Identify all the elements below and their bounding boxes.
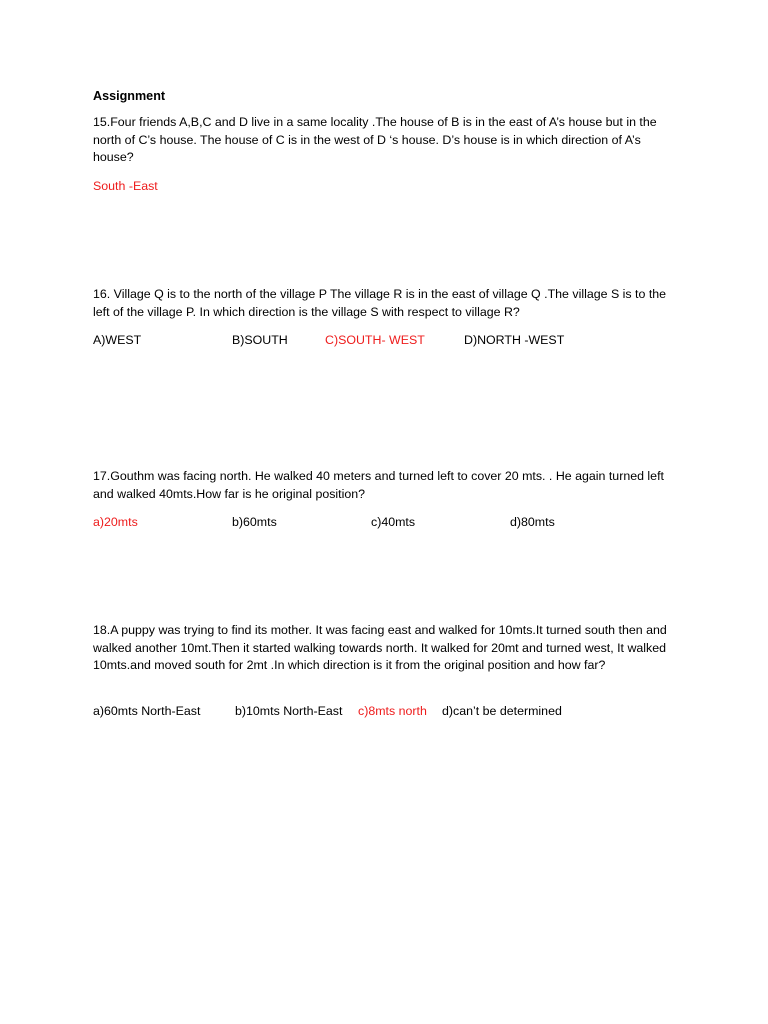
question-17-option-d: d)80mts: [510, 515, 555, 529]
question-15-text: 15.Four friends A,B,C and D live in a same locality .The house of B is in the east of A’s house but in the north of C’s house. The house of C is in the west of D ‘s house. D’s house is in which direction of A’s house?: [93, 115, 657, 165]
question-17-option-c: c)40mts: [371, 515, 416, 529]
question-18-option-d: d)can’t be determined: [442, 704, 562, 718]
assignment-title: Assignment: [93, 89, 166, 103]
question-18-option-c: c)8mts north: [358, 704, 427, 718]
question-16-option-b: B)SOUTH: [232, 333, 288, 347]
question-18-option-b: b)10mts North-East: [235, 704, 343, 718]
question-15-answer: South -East: [93, 179, 158, 193]
question-16-option-a: A)WEST: [93, 333, 142, 347]
question-17-option-a: a)20mts: [93, 515, 138, 529]
question-17-option-b: b)60mts: [232, 515, 277, 529]
question-16-text: 16. Village Q is to the north of the village P The village R is in the east of village Q .The village S is to the left of the village P. In which direction is the village S with respect to village R?: [93, 287, 667, 319]
question-16-option-c: C)SOUTH- WEST: [325, 333, 425, 347]
question-16-option-d: D)NORTH -WEST: [464, 333, 565, 347]
question-18-text: 18.A puppy was trying to find its mother. It was facing east and walked for 10mts.It turned south then and walked another 10mt.Then it started walking towards north. It walked for 20mt and turned west, It walked 10mts.and moved south for 2mt .In which direction is it from the original position and how far?: [93, 623, 667, 673]
question-17-text: 17.Gouthm was facing north. He walked 40 meters and turned left to cover 20 mts. . He again turned left and walked 40mts.How far is he original position?: [93, 469, 664, 501]
question-18-option-a: a)60mts North-East: [93, 704, 201, 718]
